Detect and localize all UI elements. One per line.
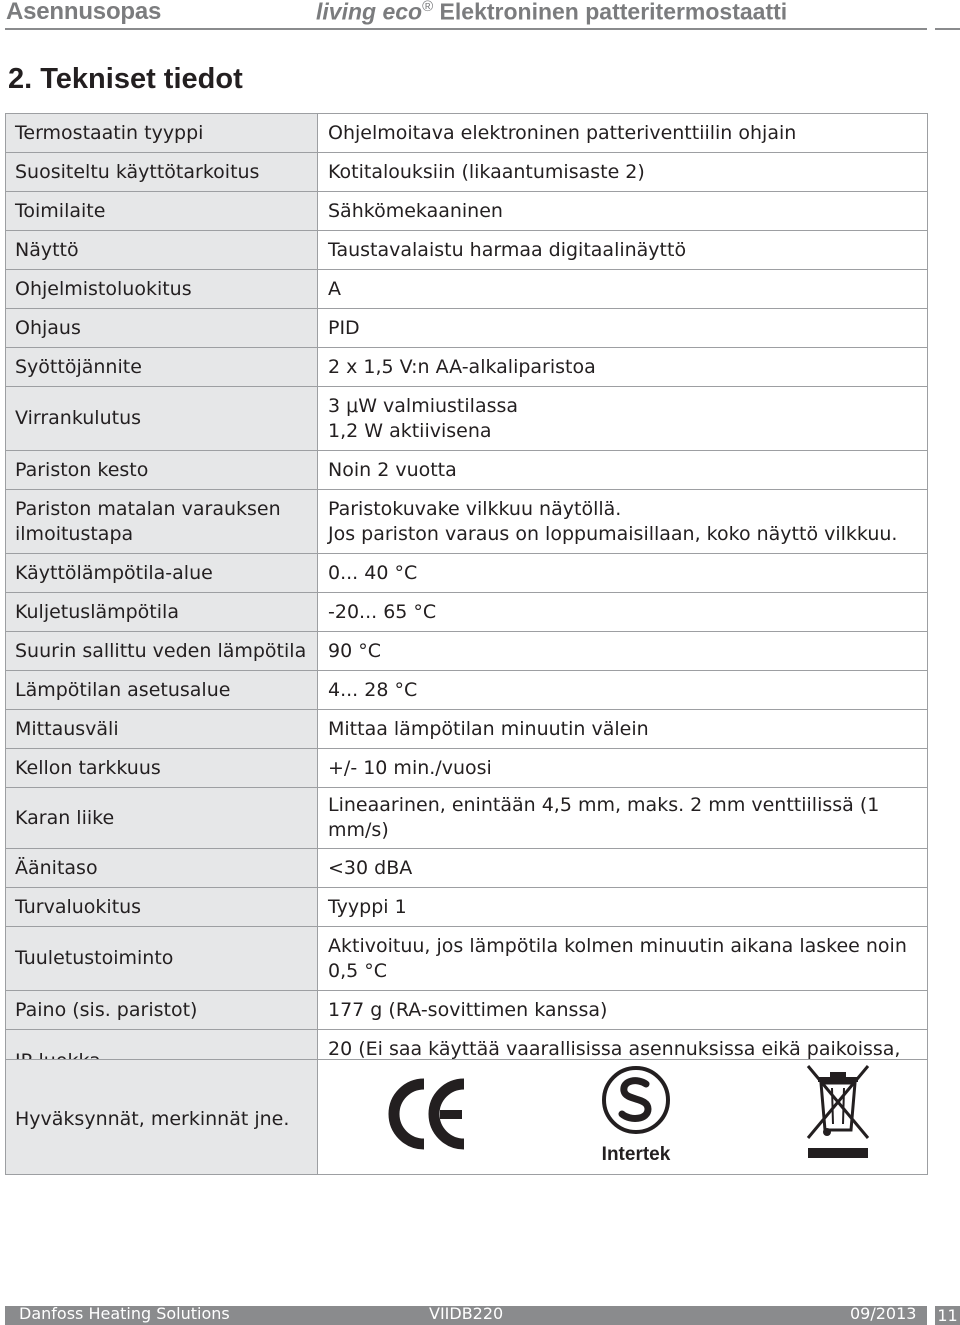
spec-key: Näyttö [6,231,318,270]
spec-key: Syöttöjännite [6,348,318,387]
product-title [316,0,787,26]
spec-row [6,849,928,888]
spec-row [6,387,928,451]
intertek-text: Intertek [601,1144,671,1164]
spec-value [318,490,928,554]
intertek-s-mark-icon [596,1064,676,1164]
spec-value-line: 0... 40 °C [328,561,418,584]
spec-value-line: Noin 2 vuotta [328,458,457,481]
spec-value [318,309,928,348]
spec-value-line: Sähkömekaaninen [328,199,503,222]
footer-bar [5,1306,927,1325]
spec-key: Ohjelmistoluokitus [6,270,318,309]
spec-row [6,554,928,593]
spec-row [6,153,928,192]
approvals-label: Hyväksynnät, merkinnät jne. [6,1060,318,1175]
spec-key: Paino (sis. paristot) [6,991,318,1030]
header-rule [5,28,927,30]
spec-value [318,671,928,710]
spec-row [6,927,928,991]
spec-key: Termostaatin tyyppi [6,114,318,153]
spec-key: Karan liike [6,788,318,849]
spec-key: Äänitaso [6,849,318,888]
spec-value-line: 20 (Ei saa käyttää vaarallisissa asennuksissa eikä paikoissa, [328,1037,901,1060]
spec-value-line: PID [328,316,360,339]
spec-key: Lämpötilan asetusalue [6,671,318,710]
spec-row [6,710,928,749]
spec-key: Tuuletustoiminto [6,927,318,991]
spec-value-line: -20... 65 °C [328,600,437,623]
spec-row [6,114,928,153]
spec-value-line: 90 °C [328,639,381,662]
spec-value [318,788,928,849]
spec-value-line: 4... 28 °C [328,678,418,701]
spec-row [6,632,928,671]
spec-value [318,593,928,632]
spec-key: Suurin sallittu veden lämpötila [6,632,318,671]
spec-value-line: Paristokuvake vilkkuu näytöllä. [328,497,622,520]
spec-value [318,749,928,788]
footer-date: 09/2013 [850,1304,917,1323]
section-title: 2. Tekniset tiedot [8,63,243,95]
page-number: 11 [935,1306,960,1325]
spec-value-line: Jos pariston varaus on loppumaisillaan, koko näyttö vilkkuu. [328,522,898,545]
spec-value [318,270,928,309]
spec-value-line: Mittaa lämpötilan minuutin välein [328,717,649,740]
spec-value-line: A [328,277,341,300]
spec-row [6,192,928,231]
approvals-table [5,1059,928,1175]
spec-value-line: 0,5 °C [328,959,388,982]
spec-key: Kellon tarkkuus [6,749,318,788]
spec-value [318,927,928,991]
spec-value [318,387,928,451]
spec-row [6,490,928,554]
spec-key: Pariston kesto [6,451,318,490]
spec-key: Kuljetuslämpötila [6,593,318,632]
spec-row [6,991,928,1030]
footer-company: Danfoss Heating Solutions [19,1304,230,1323]
header-rule-right [935,28,960,30]
spec-value-line: 3 μW valmiustilassa [328,394,519,417]
spec-value-line: <30 dBA [328,856,413,879]
spec-value [318,991,928,1030]
spec-value [318,192,928,231]
spec-key: Pariston matalan varauksen ilmoitustapa [6,490,318,554]
spec-value-line: Tyyppi 1 [328,895,407,918]
approval-logos [318,1060,928,1175]
spec-row [6,309,928,348]
spec-value-line: +/- 10 min./vuosi [328,756,492,779]
spec-key: Turvaluokitus [6,888,318,927]
spec-row [6,671,928,710]
spec-value-line: Kotitalouksiin (likaantumisaste 2) [328,160,645,183]
spec-value [318,348,928,387]
spec-value-line: 177 g (RA-sovittimen kanssa) [328,998,608,1021]
registered-mark: ® [422,0,434,15]
spec-value [318,849,928,888]
spec-value [318,888,928,927]
spec-value-line: Taustavalaistu harmaa digitaalinäyttö [328,238,687,261]
spec-key: Ohjaus [6,309,318,348]
spec-row [6,788,928,849]
spec-key: Suositeltu käyttötarkoitus [6,153,318,192]
document-type-label: Asennusopas [6,0,162,25]
spec-value [318,554,928,593]
spec-value [318,451,928,490]
spec-row [6,231,928,270]
spec-key: Mittausväli [6,710,318,749]
spec-row [6,749,928,788]
ce-mark-icon [388,1076,468,1152]
spec-key: Toimilaite [6,192,318,231]
spec-value [318,632,928,671]
spec-value [318,153,928,192]
spec-row [6,270,928,309]
spec-value [318,231,928,270]
spec-row [6,451,928,490]
brand-name: living eco [316,0,423,25]
spec-row [6,888,928,927]
product-name: Elektroninen patteritermostaatti [433,0,788,25]
technical-specs-table [5,113,928,1094]
spec-value [318,114,928,153]
weee-crossed-bin-icon [802,1064,874,1164]
spec-row [6,593,928,632]
spec-value-line: 2 x 1,5 V:n AA-alkaliparistoa [328,355,596,378]
footer-doc-code: VIIDB220 [429,1304,504,1323]
spec-key: Virrankulutus [6,387,318,451]
spec-value-line: Aktivoituu, jos lämpötila kolmen minuutin aikana laskee noin [328,934,907,957]
spec-row [6,348,928,387]
spec-value-line: Lineaarinen, enintään 4,5 mm, maks. 2 mm venttiilissä (1 mm/s) [328,794,880,841]
spec-value [318,710,928,749]
spec-value-line: Ohjelmoitava elektroninen patteriventtiilin ohjain [328,121,797,144]
spec-key: Käyttölämpötila-alue [6,554,318,593]
spec-value-line: 1,2 W aktiivisena [328,419,492,442]
